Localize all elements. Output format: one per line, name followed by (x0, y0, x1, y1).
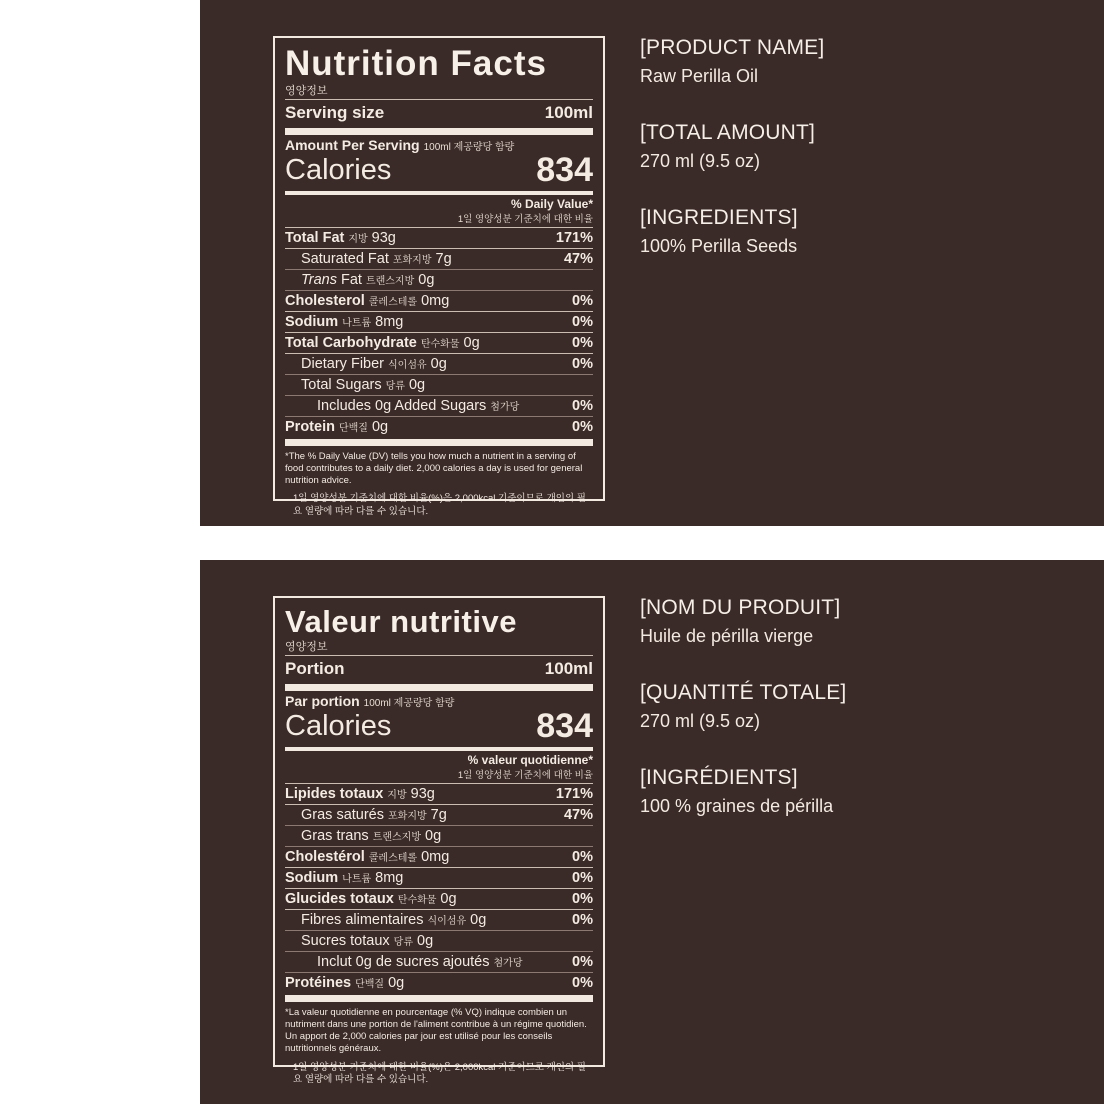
nutrient-row (285, 291, 593, 311)
amount-per-serving-label: Par portion (285, 693, 360, 709)
product-name-group (640, 596, 1080, 647)
nutrient-name: Protéines (285, 975, 352, 991)
nutrient-name: Total Sugars (301, 377, 382, 393)
nutrient-amount: 0mg (421, 293, 450, 309)
nutrient-name-korean: 지방 (387, 790, 407, 801)
nutrient-row (285, 784, 593, 804)
nutrient-name: Gras saturés (301, 807, 384, 823)
label-title-korean: 영양정보 (285, 641, 328, 653)
nutrient-daily-value: 0% (572, 891, 593, 907)
nutrient-daily-value: 0% (572, 849, 593, 865)
nutrient-amount: 0mg (421, 849, 450, 865)
nutrient-amount: 0g (417, 933, 434, 949)
nutrient-row (285, 973, 593, 993)
nutrient-name-korean: 식이섬유 (427, 916, 467, 927)
nutrient-amount: 0g (430, 356, 447, 372)
nutrition-facts-label-french (273, 596, 605, 1085)
nutrient-row (285, 249, 593, 269)
nutrient-name: Fibres alimentaires (301, 912, 424, 928)
nutrient-amount: 0g (440, 891, 457, 907)
nutrition-facts-label-english (273, 36, 605, 517)
nutrient-name: Protein (285, 419, 335, 435)
nutrition-panel-french (200, 560, 1104, 1104)
daily-value-header: % Daily Value* (510, 197, 593, 211)
nutrient-amount: 0g (425, 828, 442, 844)
calories-label: Calories (285, 710, 392, 742)
nutrient-row (285, 910, 593, 930)
nutrient-daily-value: 0% (572, 398, 593, 414)
nutrient-row (285, 270, 593, 290)
product-name-value: Raw Perilla Oil (640, 66, 759, 86)
total-amount-value: 270 ml (9.5 oz) (640, 151, 761, 171)
nutrient-name: Includes 0g Added Sugars (317, 398, 487, 414)
total-amount-group (640, 121, 1070, 172)
product-name-heading: [NOM DU PRODUIT] (640, 596, 841, 619)
nutrient-row (285, 396, 593, 416)
nutrient-row (285, 333, 593, 353)
nutrient-row (285, 805, 593, 825)
nutrient-name-suffix: Fat (341, 272, 362, 288)
label-footnote-english (285, 446, 593, 518)
nutrient-row (285, 889, 593, 909)
calories-row (285, 153, 593, 189)
nutrient-rows-english (285, 228, 593, 437)
ingredients-group (640, 206, 1070, 257)
total-amount-value: 270 ml (9.5 oz) (640, 711, 761, 731)
calories-row (285, 709, 593, 745)
label-title-korean: 영양정보 (285, 85, 328, 97)
nutrient-row (285, 354, 593, 374)
nutrient-name-korean: 콜레스테롤 (368, 297, 418, 308)
nutrient-row (285, 847, 593, 867)
serving-size-value: 100ml (544, 103, 593, 122)
nutrient-name-korean: 탄수화물 (397, 895, 437, 906)
nutrient-name: Cholesterol (285, 293, 365, 309)
calories-label: Calories (285, 154, 392, 186)
nutrient-amount: 8mg (375, 870, 404, 886)
amount-per-serving-korean: 100ml 제공량당 함량 (363, 698, 455, 709)
nutrient-name: Gras trans (301, 828, 369, 844)
nutrient-daily-value: 47% (563, 807, 593, 823)
nutrient-row (285, 375, 593, 395)
nutrient-name: Dietary Fiber (301, 356, 384, 372)
product-info-french (640, 596, 1080, 817)
label-footnote-french (285, 1002, 593, 1086)
ingredients-group (640, 766, 1080, 817)
nutrient-name-korean: 단백질 (355, 979, 385, 990)
nutrient-row (285, 952, 593, 972)
nutrient-amount: 93g (410, 786, 435, 802)
nutrient-daily-value: 0% (572, 293, 593, 309)
nutrient-amount: 0g (408, 377, 426, 393)
serving-size-label: Portion (285, 659, 345, 678)
nutrient-name: Sodium (285, 314, 339, 330)
nutrient-amount: 7g (435, 251, 452, 267)
nutrient-name: Sucres totaux (301, 933, 390, 949)
daily-value-header-korean: 1일 영양성분 기준치에 대한 비율 (457, 214, 593, 225)
nutrient-name-korean: 식이섬유 (388, 360, 427, 371)
nutrient-name-korean: 트랜스지방 (365, 276, 415, 287)
nutrient-name: Lipides totaux (285, 786, 384, 802)
amount-per-serving-label: Amount Per Serving (285, 137, 420, 153)
nutrient-amount: 8mg (375, 314, 404, 330)
total-amount-heading: [TOTAL AMOUNT] (640, 121, 816, 144)
footnote-english-text: *The % Daily Value (DV) tells you how much a nutrient in a serving of food contributes to a daily diet. 2,000 calories a day is used for general nutrition advice. (285, 451, 583, 487)
nutrient-name: Inclut 0g de sucres ajoutés (317, 954, 490, 970)
nutrient-name: Trans (301, 272, 337, 288)
nutrient-daily-value: 171% (555, 786, 593, 802)
nutrient-name-korean: 트랜스지방 (372, 832, 421, 843)
nutrient-row (285, 868, 593, 888)
calories-value: 834 (536, 707, 593, 745)
nutrient-row (285, 228, 593, 248)
nutrient-amount: 93g (371, 230, 396, 246)
serving-size-row (285, 656, 593, 682)
nutrient-daily-value: 0% (572, 870, 593, 886)
nutrient-daily-value: 0% (572, 954, 593, 970)
nutrient-name: Saturated Fat (301, 251, 389, 267)
nutrient-name-korean: 나트륨 (342, 874, 372, 885)
nutrient-amount: 0g (388, 975, 405, 991)
nutrient-name-korean: 단백질 (338, 423, 368, 434)
nutrient-name-korean: 탄수화물 (420, 339, 460, 350)
serving-size-row (285, 100, 593, 126)
nutrient-daily-value: 47% (563, 251, 593, 267)
nutrient-daily-value: 0% (572, 912, 593, 928)
nutrient-name-korean: 첨가당 (490, 402, 520, 413)
nutrient-daily-value: 0% (572, 419, 593, 435)
nutrient-name: Total Carbohydrate (285, 335, 417, 351)
product-info-english (640, 36, 1070, 257)
daily-value-header-korean: 1일 영양성분 기준치에 대한 비율 (457, 770, 593, 781)
nutrient-name-korean: 콜레스테롤 (368, 853, 418, 864)
ingredients-heading: [INGREDIENTS] (640, 206, 798, 229)
product-name-value: Huile de périlla vierge (640, 626, 814, 646)
nutrient-daily-value: 0% (572, 975, 593, 991)
nutrient-amount: 0g (470, 912, 487, 928)
nutrient-name-korean: 첨가당 (493, 958, 523, 969)
daily-value-header: % valeur quotidienne* (467, 753, 593, 767)
serving-size-label: Serving size (285, 103, 385, 122)
nutrient-row (285, 826, 593, 846)
nutrient-rows-french (285, 784, 593, 993)
nutrient-name-korean: 포화지방 (392, 255, 432, 266)
footnote-french-text: *La valeur quotidienne en pourcentage (% VQ) indique combien un nutriment dans une portion de l'aliment contribue à un régime quotidien. Un apport de 2,000 calories par jour est utilisé pour les conseils nutritionnels généraux. (285, 1007, 587, 1055)
calories-value: 834 (536, 151, 593, 189)
nutrient-amount: 0g (418, 272, 435, 288)
nutrition-panel-english (200, 0, 1104, 526)
nutrient-row (285, 931, 593, 951)
ingredients-heading: [INGRÉDIENTS] (640, 766, 798, 789)
ingredients-value: 100% Perilla Seeds (640, 236, 798, 256)
nutrient-name-korean: 포화지방 (388, 811, 427, 822)
total-amount-group (640, 681, 1080, 732)
product-name-group (640, 36, 1070, 87)
nutrient-daily-value: 0% (572, 335, 593, 351)
nutrient-amount: 7g (430, 807, 447, 823)
nutrient-name: Total Fat (285, 230, 345, 246)
nutrient-name-korean: 당류 (385, 381, 405, 392)
nutrient-name-korean: 나트륨 (342, 318, 372, 329)
ingredients-value: 100 % graines de périlla (640, 796, 834, 816)
nutrient-row (285, 417, 593, 437)
serving-size-value: 100ml (544, 659, 593, 678)
nutrient-name-korean: 지방 (348, 234, 368, 245)
nutrient-amount: 0g (371, 419, 389, 435)
footnote-korean-text: 1일 영양성분 기준치에 대한 비율(%)은 2,000kcal 기준이므로 개인의 필요 열량에 따라 다를 수 있습니다. (293, 493, 586, 517)
total-amount-heading: [QUANTITÉ TOTALE] (640, 681, 847, 704)
nutrient-name: Cholestérol (285, 849, 365, 865)
nutrient-name: Sodium (285, 870, 339, 886)
nutrient-name: Glucides totaux (285, 891, 394, 907)
product-name-heading: [PRODUCT NAME] (640, 36, 825, 59)
nutrient-name-korean: 당류 (393, 937, 413, 948)
nutrient-daily-value: 0% (572, 356, 593, 372)
amount-per-serving-korean: 100ml 제공량당 함량 (423, 142, 515, 153)
nutrient-daily-value: 0% (572, 314, 593, 330)
label-title: Valeur nutritive (285, 604, 517, 639)
footnote-korean-text: 1일 영양성분 기준치에 대한 비율(%)은 2,000kcal 기준이므로 개인의 필요 열량에 따라 다를 수 있습니다. (293, 1061, 586, 1085)
nutrient-row (285, 312, 593, 332)
nutrient-daily-value: 171% (555, 230, 593, 246)
label-title: Nutrition Facts (285, 44, 547, 83)
nutrient-amount: 0g (463, 335, 480, 351)
